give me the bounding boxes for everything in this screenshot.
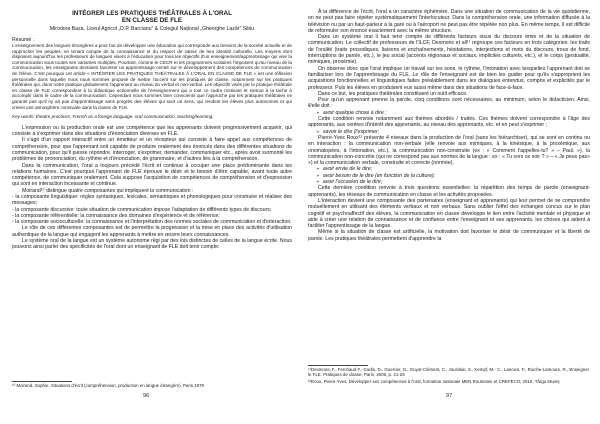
body-paragraph: Cette dernière condition renvoie à trois questions essentielles: la répartition des temps de parole (enseignant-apprenants), les réseaux de communication en classe et les activités proposées. [308,185,590,198]
condition-bullet: ➢ avoir besoin de le dire (en fonction de la culture); [308,173,590,179]
body-paragraph: Cette condition renvoie notamment aux thèmes abordés / traités. Ces thèmes doivent correspondre à l'âge des apprenants, aux centres d'intérêt des apprenants, au niveau des apprenants, etc. et en peut s'exprimer ; [308,116,590,129]
right-page [302,0,600,424]
body-paragraph: Il s'agit d'un rapport interactif entre un émetteur et un récepteur qui consiste à faire appel aux compétences de compréhension, pour que l'apprenant soit capable de produire oralement des énoncés dans des différentes situations de communication, pour qu'il puisse répondre, interroger, s'exprimer, demander, communiquer etc., après avoir surmonté les problèmes de prononciation, du rythme et d'énonciation, de grammaire, et d'autres liés à la compréhension. [12,137,292,163]
body-paragraph: À la différence de l'écrit, l'oral a un caractère éphémère. Dans une situation de communication de la vie quotidienne, on ne peut pas faire répéter systématiquement l'interlocuteur. Dans la compréhension orale, une information diffusée à la télévision ou par un haut-parleur à la gare ou à l'aéroport ne peut pas être répétée non plus. En même temps, il est difficile de reformuler son énoncé exactement avec la même structure. [308,9,590,34]
page-number: 96 [143,393,150,399]
condition-bullet: ➢ avoir l'occasion de le dire; [308,179,590,185]
page-number: 97 [446,393,453,399]
body-paragraph: Pour qu'un apprenant prenne la parole, cinq conditions sont nécessaires, au minimum, selon le didacticien. Ainsi, il/elle doit : [308,97,590,110]
body-paragraph: L'interaction devient une composante des partenaires (enseignant et apprenants) qui leur permet de se comprendre mutuellement en utilisant des éléments verbaux et non verbaux. Sans oublier l'effet des échanges concus sur le plan cognitif et psychoaffectif des élèves, la communication en classe développe le lien entre l'activité mentale et physique et aide à créer une relation de connaissance et de confiance entre l'enseignant et ses apprenants, les choses qui aident à faciliter l'apprentissage de la langue. [308,197,590,230]
keywords: Key words: theatre practices, French as a foreign language, oral communication, teaching/learning. [12,114,214,120]
component-item: - la composante linguistique: règles syntaxiques, lexicales, sémantiques et phonologiques pour construire et réaliser des messages; [12,193,292,207]
footnote: ¹¹Desmons, F., Ferchaud F., Godin, D., Guerrier, G., Guyot-Clément, C., Jourdain, S., Kempf, M.- C., Lancien, F., Rioche-Lamoure, R., Enseigner le FLE. Pratiques de classe, Paris, 2005, p. 21-25 [308,367,590,378]
body-paragraph: Moirand¹⁰ distingue quatre composantes qui impliquent la communication : [22,187,194,194]
condition-bullet: ➢ avoir quelque chose à dire ; [308,110,590,116]
condition-bullet: ➢ avoir envie de le dire; [308,166,590,172]
component-item: - la composante discursive: toute situation de communication impose l'adaptation de différents types de discours; [12,206,272,213]
body-paragraph: Dans ce but, les pratiques théâtrales constituent un outil efficace. [318,90,468,97]
body-paragraph: Même si la situation de classe est artificielle, la motivation doit favoriser le désir de communiquer et la liberté de parole. Les pratiques théâtrales permettent d'apprendre la [308,229,590,242]
body-paragraph: On observe donc que l'oral implique un travail sur les sons, le rythme, l'intonation avec lesquelles l'apprenant doit se familiariser lors de l'apprentissage du FLE. Le rôle de l'enseignant est de bien les guider pour qu'ils s'approprient les acquisitions fonctionnelles et linguistiques faites préalablement dans les dialogues entendus, compris et explicités par le professeur. Puis les élèves en produisent eux aussi même dans des situations de face-à-face. [308,65,590,91]
body-paragraph: Pierre-Yves Roux¹² présente 4 niveaux dans la production de l'oral (sans les hiérarchiser), qui se sont en continu ou en interaction : la communication non-verbale (elle renvoie aux mimiques, à la kinésique, à la proxémique, aux onomatopées, à l'intonation, etc.), la communication non-construite (ex : « Comment t'appelles-tu? » – Paul. »), la communication non-concrète (qui ne correspond pas aux normes de la langue : ex : « Tu sors ce soir ? » – « Je peux pas» ») et la communication verbale, construite et correcte (normée). [308,134,590,167]
body-paragraph: Dans la communication, l'oral a toujours précédé l'écrit et continue à occuper une place prédominante dans les relations humaines. C'est pourquoi l'apprenant de FLE éprouve le désir et le besoin d'être capable, avant toute autre compétence, de communiquer oralement. Cela suppose l'acquisition de compétences de compréhension et d'expression qui sont en interaction incessante et continue. [12,162,292,188]
title-line-1: INTÉGRER LES PRATIQUES THÉÂTRALES À L'ORAL [72,10,232,17]
footnote: ¹⁰ Moirand, Sophie, Situations d'écrit (compréhension, production en langue étrangère), Paris,1979 [12,383,204,388]
abstract-text: L'enseignement des langues étrangères a pour but de développer une éducation qui corresponde aux besoins de la société actuelle et de rapprocher les peuples, en tenant compte de la connaissance et du respect de valeur de leur identité culturelle. Les moyens dont disposent aujourd'hui les professeurs de langues visent à l'éducation pour tous les objectifs d'un enseignement/apprentissage qui vise la communication sous toutes ses variantes multiples. Pourtant, comme le CECR et les programmes scolaires l'imposent qu'au niveau de la communication, les enseignants devraient favoriser un apprentissage centré sur le développement des compétences de communication de l'élève. C'est pourquoi cet article « INTÉGRER LES PRATIQUES THÉÂTRALES À L'ORAL EN CLASSE DE FLE » est une réflexion personnelle dans laquelle nous nous sommes proposé de mettre l'accent sur les pratiques de classe, notamment sur les pratiques théâtrales qui, dans notre pratique globalement l'apprenant au niveau du verbal et non-verbal. Les objectifs visés par la pratique théâtrale en classe de FLE correspondent à la didactique actionnelle de l'enseignement qui a tout ce cadre motivant et surtout à la tache à accomplir dans le cadre de la communication. Cependant nous sommes bien conscients que l'approche par les pratiques théâtrales ne garantit pas qu'il ny ait pas d'apprentissage sans progrès des élèves qui sont un sens, qui rendent les élèves plus autonomes et qui créent une atmosphère conviviale dans la classe de FLE. [12,43,292,110]
article-authors: Mirodora Baza, Liceul Agricol „D.P. Barcianu” & Colegiul Național „Gheorghe Lazăr” Sibiu [49,26,255,33]
article-title [12,10,292,24]
left-page [0,0,298,424]
condition-bullet: ➢ savoir le dire (l'exprimer; [308,129,590,135]
footnote-rule [12,381,72,382]
body-paragraph: Le rôle de ces différentes composantes est de permettre la progression et la mise en place des activités d'utilisation authentique de la langue qui engagent les apprenants à mettre en œuvre leurs connaissances. [12,225,292,238]
footnote-rule [308,365,368,366]
title-line-2: EN CLASSE DE FLE [121,17,183,25]
abstract-label: Résumé : [12,36,35,43]
body-paragraph: Dans un système oral il faut tenir compte de différents facteurs issus du discours émis et de la situation de communication. Le collectif de professeurs de l'ILCF, Desmons et all¹¹ regroupe ces facteurs en trois catégories: les traits de l'oralité (traits prosodiques, liaisons et enchaînements, hésitations, interjections et mots du discours, trous de fond, interruptions de parole, etc.), le jeu social (accents régionaux et sociaux, implicites culturels, etc.), et le corps (gestualité, mimiques, proxémie). [308,34,590,66]
body-paragraph: Le système oral de la langue est un système autonome régi par des lois distinctes de celles de la langue écrite. Nous pouvons ainsi parler des spécificités de l'oral dont un enseignant de FLE doit tenir compte: [12,238,292,251]
component-item: - la composante référentielle: la connaissance des domaines d'expérience et de référence; [12,212,220,219]
footnote: ¹²Roux, Pierre-Yves, Développer ses compétences à l'oral, formation nationale MEN Roumanie et CREFECO, 2010, Târgu Mureș [308,379,560,384]
component-item: - la composante socioculturelle: la connaissance et l'interprétation des normes sociales de communication et d'interaction. [12,219,292,226]
body-paragraph: L'expression ou la production orale est une compétence que les apprenants doivent progressivement acquérir, qui consiste à s'exprimer dans des situations d'énonciation diverses en FLE. [12,124,292,138]
